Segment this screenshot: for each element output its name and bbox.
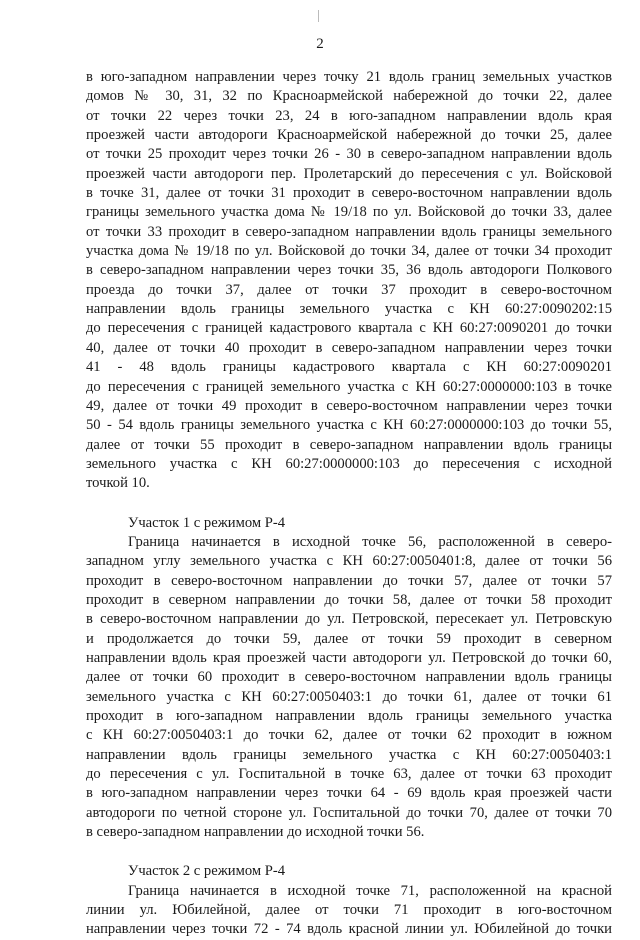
section-1-text bbox=[86, 533, 612, 843]
text-line: линии ул. Юбилейной, далее от точки 71 проходит в юго-восточном bbox=[86, 902, 612, 919]
document-body bbox=[86, 68, 612, 940]
text-line: до пересечения с ул. Госпитальной в точке 63, далее от точки 63 проходит bbox=[86, 766, 612, 783]
text-line: направлении вдоль границы земельного участка с КН 60:27:0050403:1 bbox=[86, 746, 612, 763]
text-line: Граница начинается в исходной точке 71, расположенной на красной bbox=[128, 882, 612, 899]
text-line: в юго-западном направлении через точку 21 вдоль границ земельных участков bbox=[86, 69, 612, 85]
section-2-text bbox=[86, 882, 612, 940]
text-line: проходит в юго-западном направлении вдоль границы земельного участка bbox=[86, 708, 612, 724]
text-line: в северо-западном направлении до исходной точки 56. bbox=[86, 824, 425, 841]
section-2-heading: Участок 2 с режимом Р-4 bbox=[128, 863, 285, 880]
text-line: участка дома № 19/18 по ул. Войсковой до точки 34, далее от точки 34 проходит bbox=[86, 243, 612, 260]
text-line: направлении через точки 72 - 74 вдоль красной линии ул. Юбилейной до точки bbox=[86, 921, 612, 938]
text-line: автодороги по четной стороне ул. Госпитальной до точки 70, далее от точки 70 bbox=[86, 804, 612, 821]
page-number: 2 bbox=[316, 36, 324, 52]
text-line: проезжей части автодороги пер. Пролетарский до пересечения с ул. Войсковой bbox=[86, 165, 612, 182]
text-line: западном углу земельного участка с КН 60:27:0050401:8, далее от точки 56 bbox=[86, 553, 612, 570]
text-line: далее от точки 55 проходит в северо-западном направлении вдоль границы bbox=[86, 436, 612, 453]
text-line: от точки 25 проходит через точки 26 - 30 в северо-западном направлении вдоль bbox=[86, 146, 612, 163]
text-line: проходит в северном направлении до точки 58, далее от точки 58 проходит bbox=[86, 591, 612, 608]
text-line: проходит в северо-восточном направлении до точки 57, далее от точки 57 bbox=[86, 572, 612, 589]
text-line: от точки 33 проходит в северо-западном направлении вдоль границы земельного bbox=[86, 223, 612, 240]
text-line: земельного участка с КН 60:27:0050403:1 до точки 61, далее от точки 61 bbox=[86, 688, 612, 705]
text-line: направлении вдоль края проезжей части автодороги ул. Петровской до точки 60, bbox=[86, 649, 612, 666]
text-line: до пересечения с границей земельного участка с КН 60:27:0000000:103 в точке bbox=[86, 378, 612, 395]
text-line: 49, далее от точки 49 проходит в северо-восточном направлении через точки bbox=[86, 397, 612, 414]
text-line: от точки 22 через точки 23, 24 в юго-западном направлении вдоль края bbox=[86, 107, 612, 124]
text-line: в северо-западном направлении через точки 35, 36 вдоль автодороги Полкового bbox=[86, 262, 612, 279]
scan-mark bbox=[318, 10, 319, 22]
text-line: в юго-западном направлении через точки 64 - 69 вдоль края проезжей части bbox=[86, 785, 612, 802]
text-line: 41 - 48 вдоль границы кадастрового квартала с КН 60:27:0090201 bbox=[86, 359, 612, 376]
text-line: проезда до точки 37, далее от точки 37 проходит в северо-восточном bbox=[86, 281, 612, 298]
text-line: точкой 10. bbox=[86, 475, 150, 492]
text-line: в точке 31, далее от точки 31 проходит в северо-восточном направлении вдоль bbox=[86, 185, 612, 202]
text-line: 40, далее от точки 40 проходит в северо-западном направлении через точки bbox=[86, 339, 612, 356]
text-line: Граница начинается в исходной точке 56, расположенной в северо- bbox=[128, 533, 612, 550]
text-line: земельного участка с КН 60:27:0000000:103 до пересечения с исходной bbox=[86, 455, 612, 472]
text-line: до пересечения с границей кадастрового квартала с КН 60:27:0090201 до точки bbox=[86, 320, 612, 337]
section-1-heading: Участок 1 с режимом Р-4 bbox=[128, 514, 285, 531]
text-line: в северо-восточном направлении до ул. Петровской, пересекает ул. Петровскую bbox=[86, 611, 612, 628]
text-line: проезжей части автодороги Красноармейской набережной до точки 25, далее bbox=[86, 127, 612, 144]
text-line: границы земельного участка дома № 19/18 по ул. Войсковой до точки 33, далее bbox=[86, 204, 612, 221]
text-line: и продолжается до точки 59, далее от точки 59 проходит в северном bbox=[86, 630, 612, 647]
text-line: направлении вдоль границы земельного участка с КН 60:27:0090202:15 bbox=[86, 301, 612, 318]
text-line: домов № 30, 31, 32 по Красноармейской набережной до точки 22, далее bbox=[86, 88, 612, 105]
text-line: далее от точки 60 проходит в северо-восточном направлении вдоль границы bbox=[86, 669, 612, 686]
text-line: с КН 60:27:0050403:1 до точки 62, далее от точки 62 проходит в южном bbox=[86, 727, 612, 744]
paragraph-continuation bbox=[86, 68, 612, 494]
text-line: 50 - 54 вдоль границы земельного участка с КН 60:27:0000000:103 до точки 55, bbox=[86, 417, 612, 434]
